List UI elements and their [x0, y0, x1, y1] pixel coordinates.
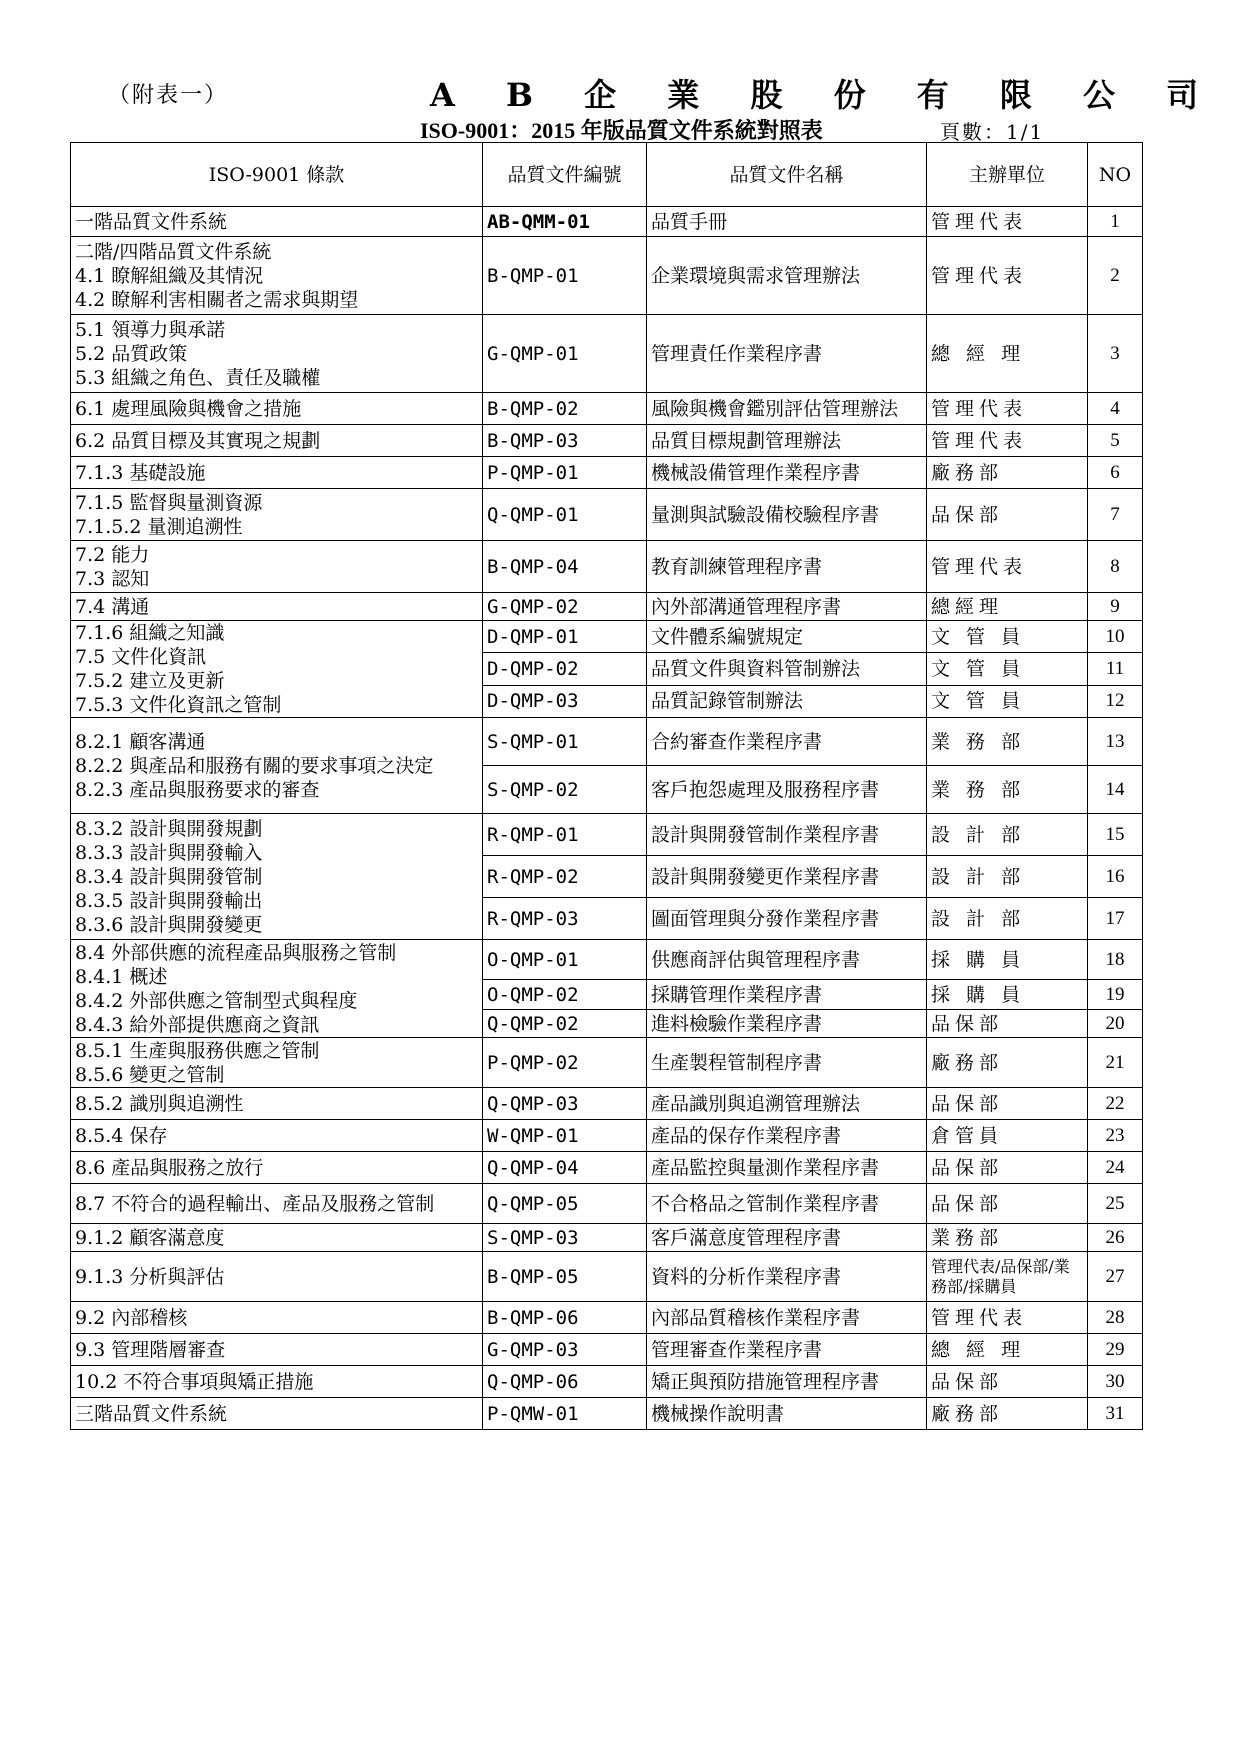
- responsible-unit-cell: 業 務 部: [927, 718, 1088, 766]
- clause-cell: [71, 237, 483, 315]
- clause-line: 8.3.3 設計與開發輸入: [75, 841, 263, 864]
- table-row: [71, 457, 1143, 489]
- responsible-unit-cell: 品保部: [927, 489, 1088, 541]
- responsible-unit-cell: 採 購 員: [927, 940, 1088, 980]
- clause-cell: [71, 1184, 483, 1224]
- document-code-cell: B-QMP-02: [483, 393, 647, 425]
- document-code-cell: D-QMP-01: [483, 621, 647, 653]
- document-name-cell: 機械設備管理作業程序書: [647, 457, 927, 489]
- clause-line: 9.1.3 分析與評估: [75, 1265, 225, 1288]
- clause-line: 8.5.4 保存: [75, 1124, 168, 1147]
- document-code-cell: R-QMP-03: [483, 898, 647, 940]
- responsible-unit-cell: 總經理: [927, 593, 1088, 621]
- clause-line: 8.5.1 生產與服務供應之管制: [75, 1039, 320, 1062]
- responsible-unit-cell: 品保部: [927, 1088, 1088, 1120]
- responsible-unit-cell: 品保部: [927, 1010, 1088, 1038]
- responsible-unit-cell: 廠務部: [927, 1038, 1088, 1088]
- clause-cell: [71, 457, 483, 489]
- document-code-cell: G-QMP-01: [483, 315, 647, 393]
- clause-cell: [71, 541, 483, 593]
- row-number-cell: 19: [1088, 980, 1143, 1010]
- document-code-cell: D-QMP-02: [483, 653, 647, 685]
- clause-line: 8.4.3 給外部提供應商之資訊: [75, 1013, 320, 1036]
- table-row: [71, 541, 1143, 593]
- responsible-unit-cell: 總 經 理: [927, 1334, 1088, 1366]
- responsible-unit-cell: 業務部: [927, 1224, 1088, 1252]
- document-code-cell: Q-QMP-02: [483, 1010, 647, 1038]
- row-number-cell: 5: [1088, 425, 1143, 457]
- clause-cell: [71, 1398, 483, 1430]
- clause-line: 5.2 品質政策: [75, 342, 188, 365]
- row-number-cell: 15: [1088, 814, 1143, 856]
- clause-line: 8.3.5 設計與開發輸出: [75, 889, 263, 912]
- document-code-cell: B-QMP-06: [483, 1302, 647, 1334]
- document-code-cell: W-QMP-01: [483, 1120, 647, 1152]
- table-row: [71, 1334, 1143, 1366]
- document-code-cell: AB-QMM-01: [483, 207, 647, 237]
- document-code-cell: S-QMP-03: [483, 1224, 647, 1252]
- table-row: [71, 1366, 1143, 1398]
- document-name-cell: 品質手冊: [647, 207, 927, 237]
- row-number-cell: 9: [1088, 593, 1143, 621]
- document-code-cell: Q-QMP-04: [483, 1152, 647, 1184]
- document-name-cell: 客戶滿意度管理程序書: [647, 1224, 927, 1252]
- table-row: [71, 1224, 1143, 1252]
- clause-line: 7.1.6 組織之知識: [75, 622, 225, 644]
- table-row: [71, 489, 1143, 541]
- row-number-cell: 1: [1088, 207, 1143, 237]
- row-number-cell: 8: [1088, 541, 1143, 593]
- table-row: [71, 1152, 1143, 1184]
- row-number-cell: 27: [1088, 1252, 1143, 1302]
- table-row: [71, 1398, 1143, 1430]
- clause-line: 7.1.3 基礎設施: [75, 461, 206, 484]
- clause-line: 7.1.5 監督與量測資源: [75, 491, 263, 514]
- responsible-unit-cell: 品保部: [927, 1152, 1088, 1184]
- row-number-cell: 4: [1088, 393, 1143, 425]
- clause-line: 8.4.1 概述: [75, 965, 168, 988]
- clause-line: 7.4 溝通: [75, 595, 150, 618]
- clause-line: 8.6 產品與服務之放行: [75, 1156, 264, 1179]
- document-code-cell: B-QMP-03: [483, 425, 647, 457]
- document-name-cell: 品質記錄管制辦法: [647, 685, 927, 717]
- clause-line: 6.2 品質目標及其實現之規劃: [75, 429, 321, 452]
- table-row: [71, 1184, 1143, 1224]
- document-name-cell: 品質文件與資料管制辦法: [647, 653, 927, 685]
- document-name-cell: 文件體系編號規定: [647, 621, 927, 653]
- table-row: [71, 237, 1143, 315]
- document-name-cell: 生產製程管制程序書: [647, 1038, 927, 1088]
- table-row: [71, 718, 1143, 766]
- column-header-code: 品質文件編號: [483, 143, 647, 207]
- responsible-unit-cell: 業 務 部: [927, 766, 1088, 814]
- document-name-cell: 管理責任作業程序書: [647, 315, 927, 393]
- document-name-cell: 採購管理作業程序書: [647, 980, 927, 1010]
- document-code-cell: Q-QMP-01: [483, 489, 647, 541]
- clause-cell: [71, 1088, 483, 1120]
- table-row: [71, 393, 1143, 425]
- clause-line: 9.1.2 顧客滿意度: [75, 1226, 225, 1249]
- row-number-cell: 26: [1088, 1224, 1143, 1252]
- document-name-cell: 企業環境與需求管理辦法: [647, 237, 927, 315]
- clause-cell: [71, 621, 483, 718]
- table-body: [71, 207, 1143, 1430]
- table-row: [71, 315, 1143, 393]
- document-code-cell: G-QMP-03: [483, 1334, 647, 1366]
- clause-line: 10.2 不符合事項與矯正措施: [75, 1370, 314, 1393]
- row-number-cell: 25: [1088, 1184, 1143, 1224]
- table-row: [71, 207, 1143, 237]
- responsible-unit-cell: 倉管員: [927, 1120, 1088, 1152]
- table-row: [71, 1038, 1143, 1088]
- responsible-unit-cell: 管理代表: [927, 541, 1088, 593]
- row-number-cell: 11: [1088, 653, 1143, 685]
- row-number-cell: 20: [1088, 1010, 1143, 1038]
- document-name-cell: 資料的分析作業程序書: [647, 1252, 927, 1302]
- clause-cell: [71, 1152, 483, 1184]
- clause-line: 7.5.2 建立及更新: [75, 670, 225, 692]
- clause-line: 7.2 能力: [75, 543, 150, 566]
- document-name-cell: 設計與開發管制作業程序書: [647, 814, 927, 856]
- document-name-cell: 進料檢驗作業程序書: [647, 1010, 927, 1038]
- clause-line: 9.3 管理階層審查: [75, 1338, 226, 1361]
- document-name-cell: 產品監控與量測作業程序書: [647, 1152, 927, 1184]
- document-name-cell: 產品識別與追溯管理辦法: [647, 1088, 927, 1120]
- document-name-cell: 風險與機會鑑別評估管理辦法: [647, 393, 927, 425]
- row-number-cell: 10: [1088, 621, 1143, 653]
- row-number-cell: 18: [1088, 940, 1143, 980]
- document-name-cell: 矯正與預防措施管理程序書: [647, 1366, 927, 1398]
- clause-line: 8.4 外部供應的流程產品與服務之管制: [75, 941, 397, 964]
- table-row: [71, 1252, 1143, 1302]
- row-number-cell: 13: [1088, 718, 1143, 766]
- document-code-cell: Q-QMP-05: [483, 1184, 647, 1224]
- table-row: [71, 425, 1143, 457]
- document-name-cell: 客戶抱怨處理及服務程序書: [647, 766, 927, 814]
- responsible-unit-cell: 品保部: [927, 1366, 1088, 1398]
- clause-line: 8.5.2 識別與追溯性: [75, 1092, 244, 1115]
- document-title: ISO-9001：2015 年版品質文件系統對照表: [420, 118, 823, 143]
- table-row: [71, 621, 1143, 653]
- responsible-unit-cell: 設 計 部: [927, 856, 1088, 898]
- table-header-row: [71, 143, 1143, 207]
- clause-cell: [71, 315, 483, 393]
- clause-line: 7.5.3 文件化資訊之管制: [75, 694, 282, 716]
- document-code-cell: S-QMP-01: [483, 718, 647, 766]
- responsible-unit-cell: 管理代表/品保部/業務部/採購員: [927, 1252, 1088, 1302]
- responsible-unit-cell: 管理代表: [927, 207, 1088, 237]
- company-name: A B 企 業 股 份 有 限 公 司: [430, 76, 1219, 114]
- table-row: [71, 1088, 1143, 1120]
- clause-cell: [71, 1334, 483, 1366]
- document-code-cell: O-QMP-02: [483, 980, 647, 1010]
- document-code-cell: Q-QMP-06: [483, 1366, 647, 1398]
- responsible-unit-cell: 管理代表: [927, 1302, 1088, 1334]
- responsible-unit-cell: 管理代表: [927, 393, 1088, 425]
- row-number-cell: 14: [1088, 766, 1143, 814]
- responsible-unit-cell: 管理代表: [927, 425, 1088, 457]
- table-row: [71, 1120, 1143, 1152]
- document-name-cell: 機械操作說明書: [647, 1398, 927, 1430]
- responsible-unit-cell: 文 管 員: [927, 621, 1088, 653]
- row-number-cell: 12: [1088, 685, 1143, 717]
- row-number-cell: 16: [1088, 856, 1143, 898]
- clause-cell: [71, 207, 483, 237]
- clause-line: 8.3.2 設計與開發規劃: [75, 817, 263, 840]
- clause-line: 8.3.6 設計與開發變更: [75, 913, 263, 936]
- document-name-cell: 品質目標規劃管理辦法: [647, 425, 927, 457]
- clause-line: 4.1 瞭解組織及其情況: [75, 264, 264, 287]
- row-number-cell: 29: [1088, 1334, 1143, 1366]
- clause-line: 7.3 認知: [75, 567, 150, 590]
- clause-line: 8.3.4 設計與開發管制: [75, 865, 263, 888]
- row-number-cell: 28: [1088, 1302, 1143, 1334]
- document-code-cell: R-QMP-02: [483, 856, 647, 898]
- clause-cell: [71, 593, 483, 621]
- clause-cell: [71, 718, 483, 814]
- document-name-cell: 圖面管理與分發作業程序書: [647, 898, 927, 940]
- responsible-unit-cell: 文 管 員: [927, 653, 1088, 685]
- table-row: [71, 814, 1143, 856]
- clause-line: 二階/四階品質文件系統: [75, 240, 272, 263]
- document-code-cell: Q-QMP-03: [483, 1088, 647, 1120]
- clause-line: 5.3 組織之角色、責任及職權: [75, 366, 321, 389]
- document-code-cell: P-QMW-01: [483, 1398, 647, 1430]
- document-name-cell: 內部品質稽核作業程序書: [647, 1302, 927, 1334]
- responsible-unit-cell: 廠務部: [927, 1398, 1088, 1430]
- column-header-clause: ISO-9001 條款: [71, 143, 483, 207]
- clause-line: 4.2 瞭解利害相關者之需求與期望: [75, 288, 359, 311]
- row-number-cell: 21: [1088, 1038, 1143, 1088]
- clause-line: 8.5.6 變更之管制: [75, 1063, 225, 1086]
- clause-line: 7.1.5.2 量測追溯性: [75, 515, 243, 538]
- responsible-unit-cell: 品保部: [927, 1184, 1088, 1224]
- document-name-cell: 教育訓練管理程序書: [647, 541, 927, 593]
- clause-cell: [71, 1302, 483, 1334]
- responsible-unit-cell: 設 計 部: [927, 898, 1088, 940]
- document-code-cell: D-QMP-03: [483, 685, 647, 717]
- table-row: [71, 1302, 1143, 1334]
- document-code-cell: P-QMP-01: [483, 457, 647, 489]
- document-name-cell: 不合格品之管制作業程序書: [647, 1184, 927, 1224]
- row-number-cell: 23: [1088, 1120, 1143, 1152]
- row-number-cell: 24: [1088, 1152, 1143, 1184]
- annex-label: （附表一）: [108, 83, 229, 108]
- clause-line: 一階品質文件系統: [75, 210, 228, 233]
- clause-cell: [71, 489, 483, 541]
- column-header-name: 品質文件名稱: [647, 143, 927, 207]
- clause-line: 8.2.3 產品與服務要求的審查: [75, 778, 320, 801]
- clause-cell: [71, 425, 483, 457]
- clause-line: 8.2.2 與產品和服務有關的要求事項之決定: [75, 754, 434, 777]
- document-code-cell: O-QMP-01: [483, 940, 647, 980]
- document-name-cell: 供應商評估與管理程序書: [647, 940, 927, 980]
- row-number-cell: 31: [1088, 1398, 1143, 1430]
- clause-cell: [71, 1366, 483, 1398]
- document-code-cell: B-QMP-05: [483, 1252, 647, 1302]
- clause-line: 5.1 領導力與承諾: [75, 318, 226, 341]
- document-name-cell: 設計與開發變更作業程序書: [647, 856, 927, 898]
- document-name-cell: 管理審查作業程序書: [647, 1334, 927, 1366]
- clause-line: 8.4.2 外部供應之管制型式與程度: [75, 989, 358, 1012]
- row-number-cell: 7: [1088, 489, 1143, 541]
- table-row: [71, 940, 1143, 980]
- clause-cell: [71, 1120, 483, 1152]
- row-number-cell: 22: [1088, 1088, 1143, 1120]
- document-code-cell: S-QMP-02: [483, 766, 647, 814]
- clause-cell: [71, 1224, 483, 1252]
- table-row: [71, 593, 1143, 621]
- clause-line: 7.5 文件化資訊: [75, 646, 207, 668]
- document-name-cell: 合約審查作業程序書: [647, 718, 927, 766]
- clause-cell: [71, 1252, 483, 1302]
- row-number-cell: 30: [1088, 1366, 1143, 1398]
- document-code-cell: B-QMP-04: [483, 541, 647, 593]
- clause-line: 8.2.1 顧客溝通: [75, 730, 206, 753]
- responsible-unit-cell: 文 管 員: [927, 685, 1088, 717]
- row-number-cell: 6: [1088, 457, 1143, 489]
- clause-line: 9.2 內部稽核: [75, 1306, 188, 1329]
- responsible-unit-cell: 廠務部: [927, 457, 1088, 489]
- document-code-cell: P-QMP-02: [483, 1038, 647, 1088]
- clause-line: 三階品質文件系統: [75, 1402, 228, 1425]
- document-code-cell: G-QMP-02: [483, 593, 647, 621]
- responsible-unit-cell: 總 經 理: [927, 315, 1088, 393]
- responsible-unit-cell: 管理代表: [927, 237, 1088, 315]
- clause-cell: [71, 1038, 483, 1088]
- document-name-cell: 產品的保存作業程序書: [647, 1120, 927, 1152]
- column-header-unit: 主辦單位: [927, 143, 1088, 207]
- row-number-cell: 2: [1088, 237, 1143, 315]
- clause-cell: [71, 393, 483, 425]
- clause-line: 8.7 不符合的過程輸出、產品及服務之管制: [75, 1192, 435, 1215]
- clause-line: 6.1 處理風險與機會之措施: [75, 397, 302, 420]
- document-mapping-table: [70, 142, 1143, 1430]
- document-code-cell: R-QMP-01: [483, 814, 647, 856]
- clause-cell: [71, 814, 483, 940]
- row-number-cell: 17: [1088, 898, 1143, 940]
- responsible-unit-cell: 採 購 員: [927, 980, 1088, 1010]
- page-count: 頁數：1/1: [940, 120, 1045, 144]
- document-code-cell: B-QMP-01: [483, 237, 647, 315]
- document-name-cell: 內外部溝通管理程序書: [647, 593, 927, 621]
- responsible-unit-cell: 設 計 部: [927, 814, 1088, 856]
- row-number-cell: 3: [1088, 315, 1143, 393]
- clause-cell: [71, 940, 483, 1038]
- column-header-no: NO: [1088, 143, 1143, 207]
- document-name-cell: 量測與試驗設備校驗程序書: [647, 489, 927, 541]
